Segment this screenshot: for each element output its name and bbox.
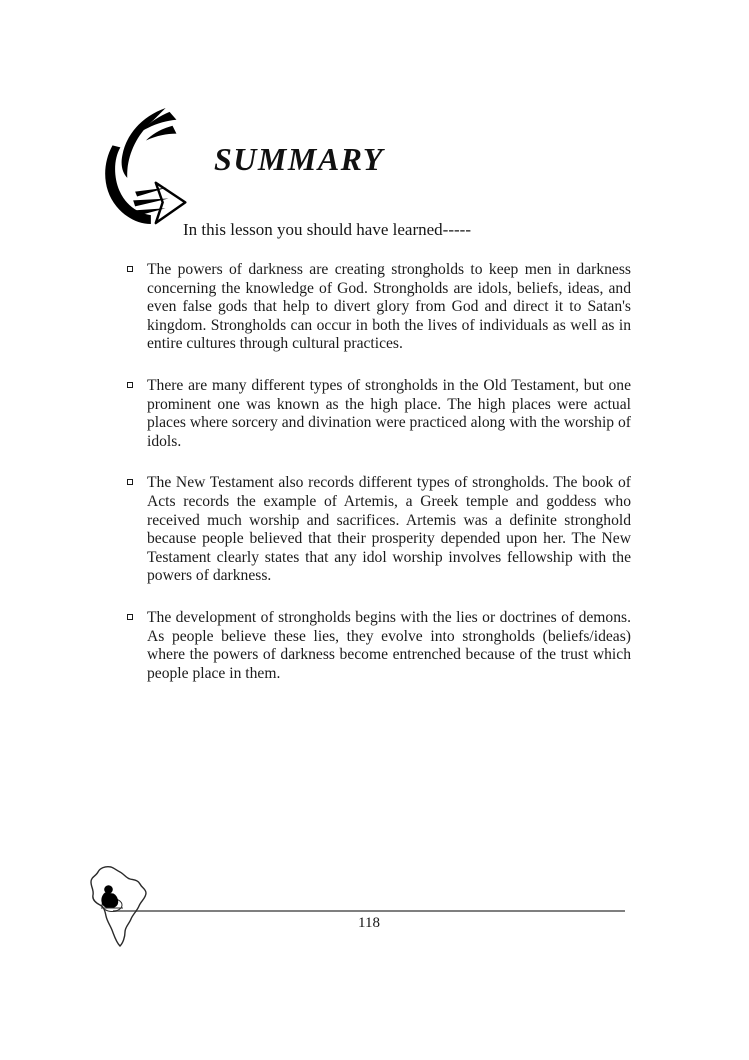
africa-map-logo: [86, 864, 152, 948]
swoosh-arrow-icon: [99, 108, 187, 226]
bullet-text: The powers of darkness are creating strongholds to keep men in darkness concerning the knowledge of God. Strongholds are idols, beliefs, ideas, and even false gods that help to divert glory from God and direct it to Satan's kingdom. Strongholds can occur in both the lives of individuals as well as in entire cultures through cultural practices.: [147, 261, 631, 353]
page-number: 118: [358, 915, 380, 931]
page-title: SUMMARY: [214, 141, 384, 177]
lesson-intro: In this lesson you should have learned-----: [183, 220, 471, 239]
summary-bullet-item: [127, 609, 631, 683]
summary-list: [127, 261, 631, 706]
bullet-text: The development of strongholds begins with the lies or doctrines of demons. As people believe these lies, they evolve into strongholds (beliefs/ideas) where the powers of darkness become entrenched because of the trust which people place in them.: [147, 608, 631, 682]
square-bullet-icon: [127, 479, 133, 485]
bullet-text: There are many different types of strongholds in the Old Testament, but one prominent one was known as the high place. The high places were actual places where sorcery and divination were practiced along with the worship of idols.: [147, 376, 631, 450]
square-bullet-icon: [127, 614, 133, 620]
summary-bullet-item: [127, 474, 631, 586]
square-bullet-icon: [127, 382, 133, 388]
footer-rule: [113, 910, 625, 912]
summary-bullet-item: [127, 377, 631, 451]
summary-bullet-item: [127, 261, 631, 354]
square-bullet-icon: [127, 266, 133, 272]
bullet-text: The New Testament also records different types of strongholds. The book of Acts records the example of Artemis, a Greek temple and goddess who received much worship and sacrifices. Artemis was a definite stronghold because people believed that their prosperity depended upon her. The New Testament clearly states that any idol worship involves fellowship with the powers of darkness.: [147, 474, 631, 585]
